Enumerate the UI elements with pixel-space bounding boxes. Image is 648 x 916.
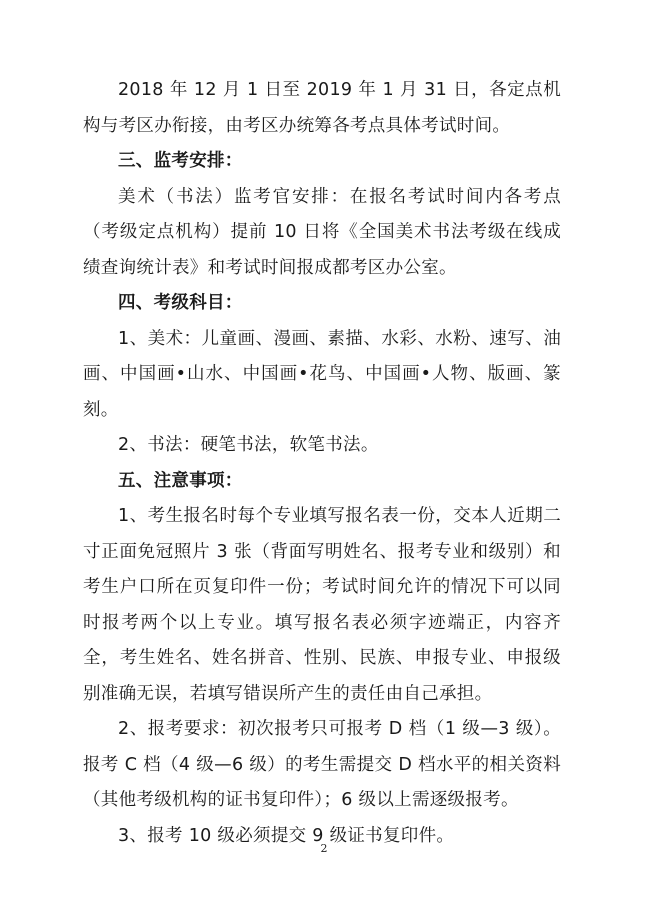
paragraph-exam-schedule: 2018 年 12 月 1 日至 2019 年 1 月 31 日，各定点机构与考区办衔接，由考区办统筹各考点具体考试时间。 bbox=[83, 80, 561, 136]
heading-notes: 五、注意事项： bbox=[118, 470, 243, 491]
paragraph-art-subjects: 1、美术：儿童画、漫画、素描、水彩、水粉、速写、油画、中国画•山水、中国画•花鸟、中国画•人物、版画、篆刻。 bbox=[83, 328, 561, 420]
paragraph-calligraphy-subjects: 2、书法：硬笔书法，软笔书法。 bbox=[118, 435, 379, 455]
paragraph-invigilation: 美术（书法）监考官安排：在报名考试时间内各考点（考级定点机构）提前 10 日将《全国美术书法考级在线成绩查询统计表》和考试时间报成都考区办公室。 bbox=[83, 186, 561, 278]
paragraph-note-2: 2、报考要求：初次报考只可报考 D 档（1 级—3 级）。报考 C 档（4 级—6 级）的考生需提交 D 档水平的相关资料（其他考级机构的证书复印件）；6 级以上需逐级报考。 bbox=[83, 719, 561, 810]
page-number: 2 bbox=[320, 842, 328, 855]
paragraph-note-3: 3、报考 10 级必须提交 9 级证书复印件。 bbox=[118, 825, 455, 846]
document-body bbox=[83, 73, 561, 854]
paragraph-note-1: 1、考生报名时每个专业填写报名表一份，交本人近期二寸正面免冠照片 3 张（背面写明姓名、报考专业和级别）和考生户口所在页复印件一份；考试时间允许的情况下可以同时报考两个以上专业。填写报名表必须字迹端正，内容齐全，考生姓名、姓名拼音、性别、民族、申报专业、申报级别准确无误，若填写错误所产生的责任由自己承担。 bbox=[83, 506, 561, 704]
heading-subjects: 四、考级科目： bbox=[118, 293, 243, 313]
heading-invigilation: 三、监考安排： bbox=[118, 151, 243, 171]
